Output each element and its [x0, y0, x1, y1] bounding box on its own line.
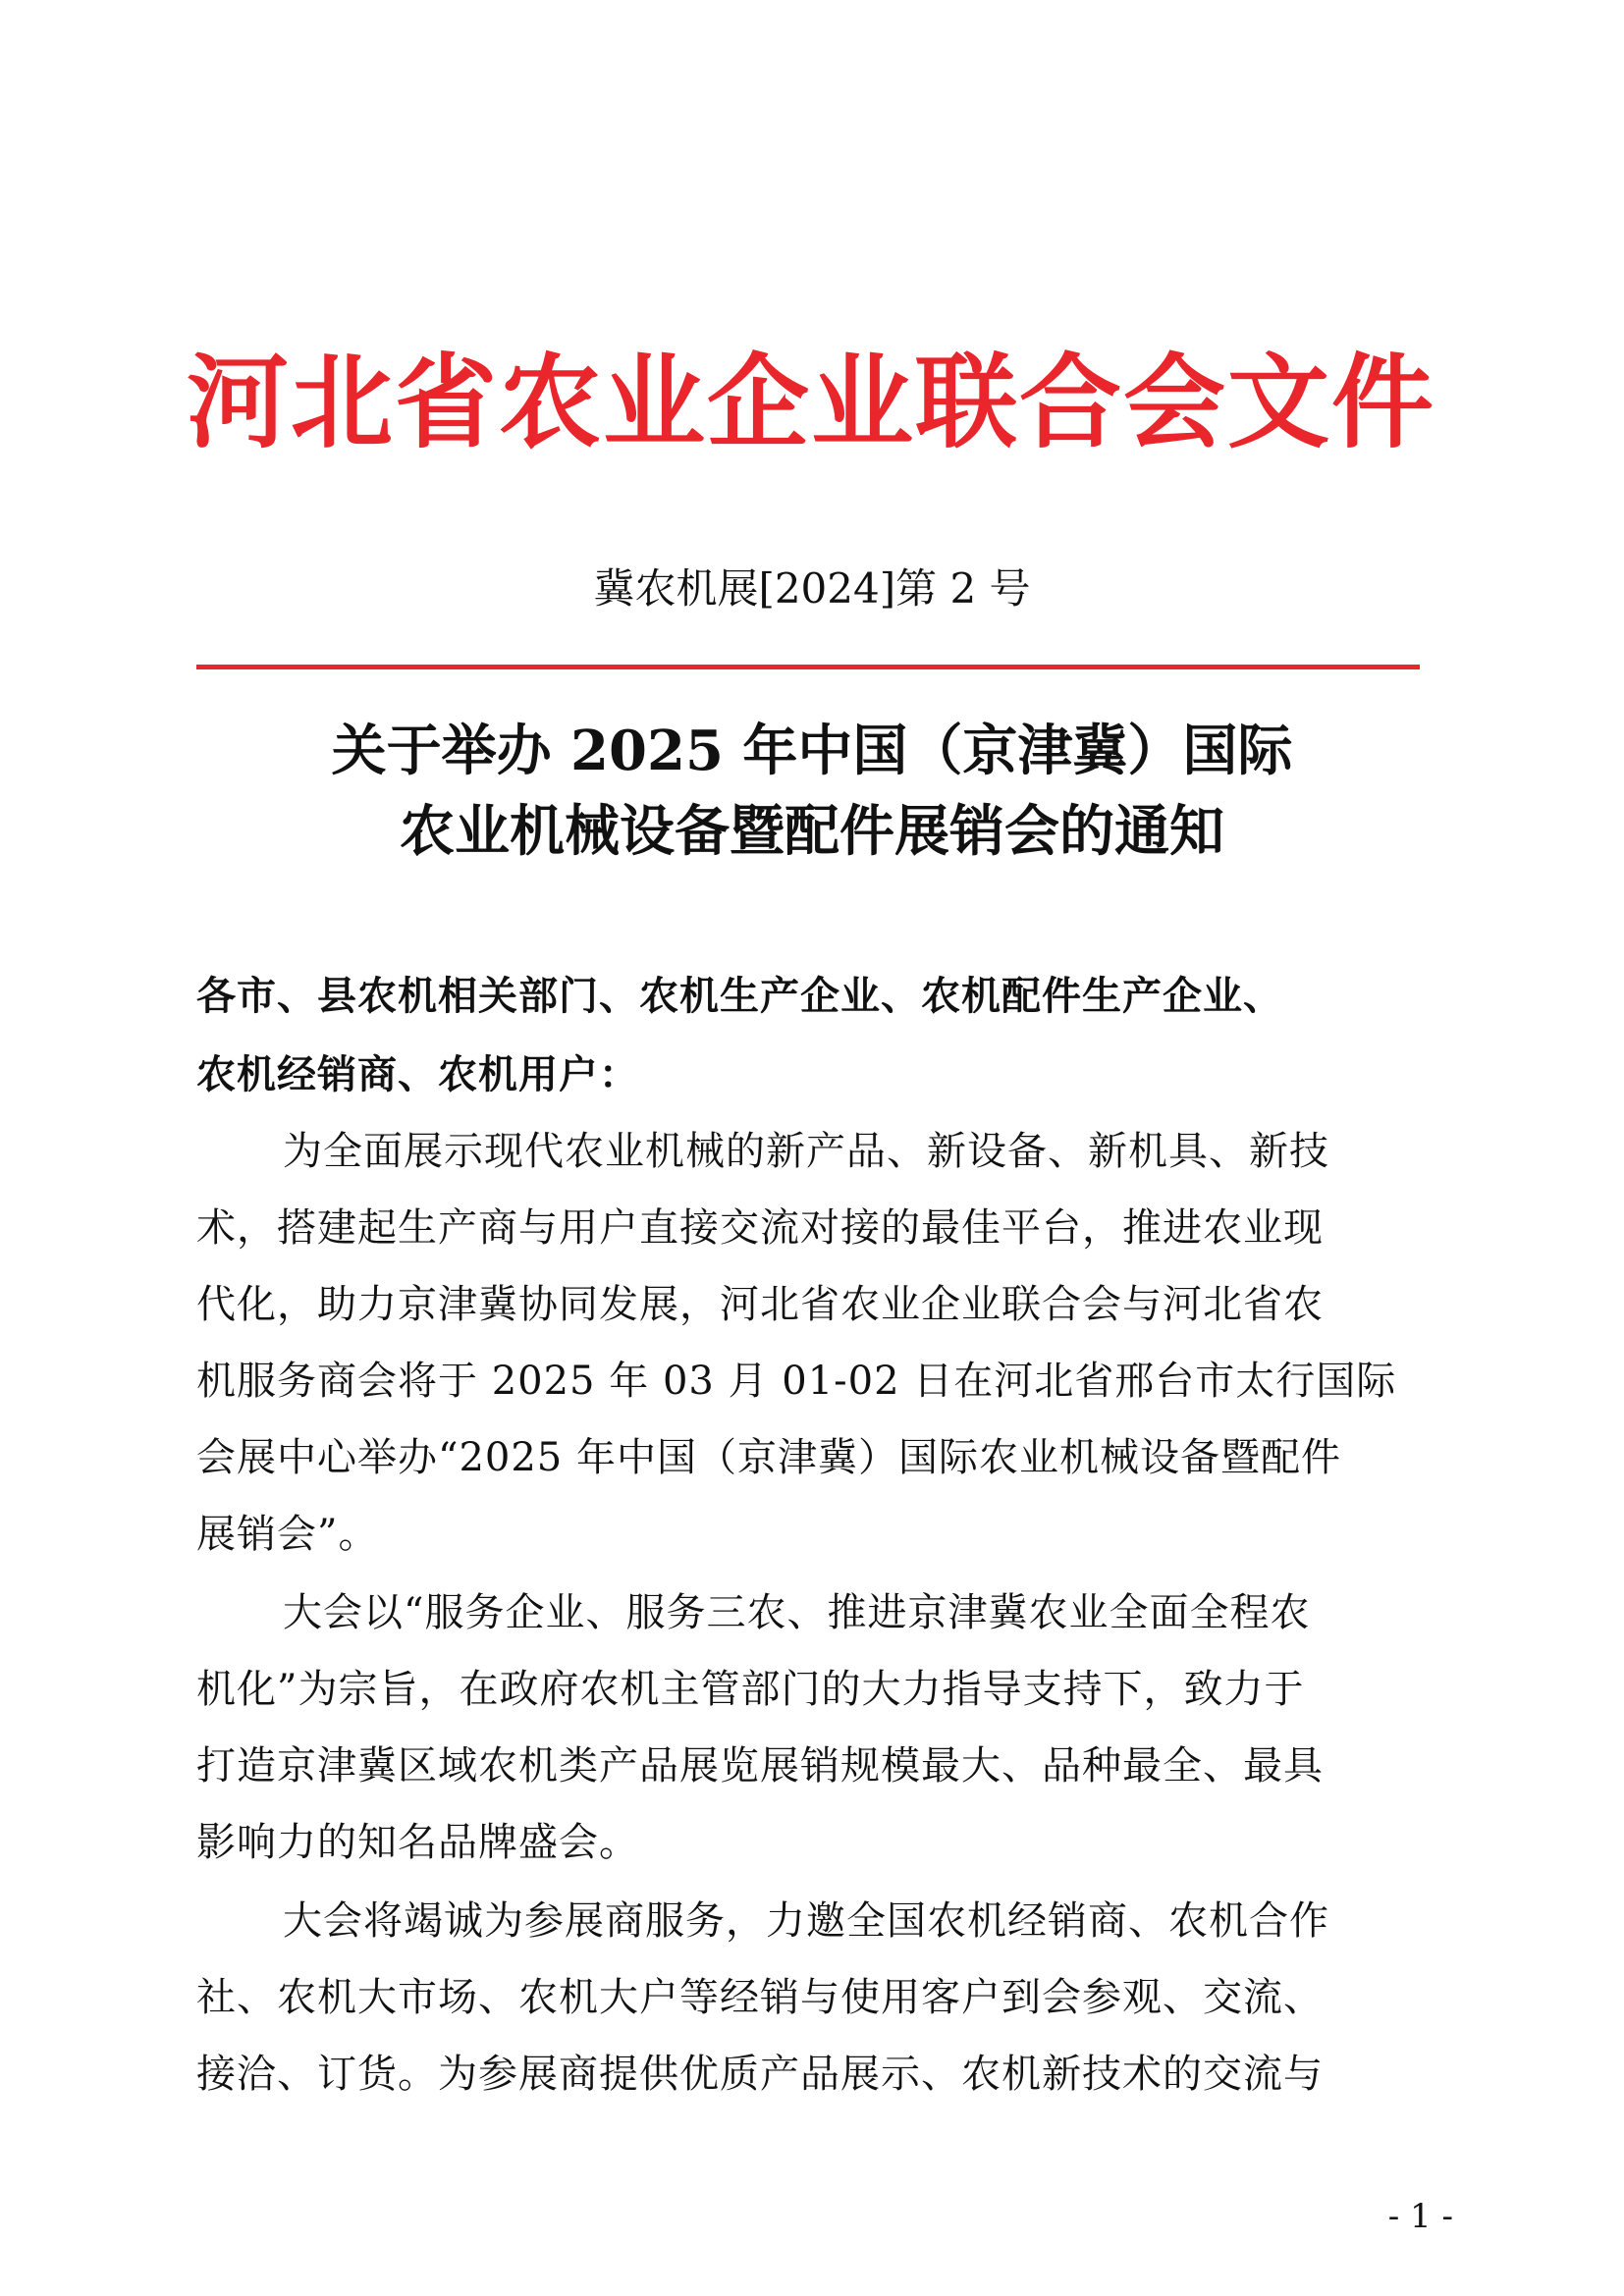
notice-title: [0, 711, 1624, 872]
body-paragraph-3: [196, 1883, 1434, 2112]
paragraph-line: 大会将竭诚为参展商服务，力邀全国农机经销商、农机合作: [283, 1898, 1329, 1944]
paragraph-line: 打造京津冀区域农机类产品展览展销规模最大、品种最全、最具: [196, 1743, 1324, 1789]
red-divider-line: [196, 665, 1420, 669]
document-number: 冀农机展[2024]第 2 号: [593, 564, 1031, 613]
body-paragraph-2: [196, 1575, 1434, 1881]
paragraph-line: 术，搭建起生产商与用户直接交流对接的最佳平台，推进农业现: [196, 1205, 1324, 1251]
organization-header: 河北省农业企业联合会文件: [187, 342, 1436, 462]
paragraph-line: 接洽、订货。为参展商提供优质产品展示、农机新技术的交流与: [196, 2052, 1324, 2097]
addressee-line-1: 各市、县农机相关部门、农机生产企业、农机配件生产企业、: [196, 973, 1283, 1019]
paragraph-line: 影响力的知名品牌盛会。: [196, 1820, 639, 1865]
body-paragraph-1: [196, 1113, 1434, 1573]
paragraph-line: 机化”为宗旨，在政府农机主管部门的大力指导支持下，致力于: [196, 1667, 1305, 1712]
page-number: - 1 -: [1387, 2197, 1453, 2236]
notice-title-line-2: 农业机械设备暨配件展销会的通知: [400, 799, 1224, 864]
paragraph-line: 代化，助力京津冀协同发展，河北省农业企业联合会与河北省农: [196, 1282, 1324, 1327]
paragraph-line: 机服务商会将于 2025 年 03 月 01-02 日在河北省邢台市太行国际: [196, 1359, 1397, 1404]
paragraph-line: 社、农机大市场、农机大户等经销与使用客户到会参观、交流、: [196, 1975, 1324, 2020]
paragraph-line: 为全面展示现代农业机械的新产品、新设备、新机具、新技: [283, 1129, 1329, 1174]
paragraph-line: 展销会”。: [196, 1512, 379, 1557]
addressee-block: [196, 957, 1434, 1114]
paragraph-line: 会展中心举办“2025 年中国（京津冀）国际农业机械设备暨配件: [196, 1435, 1341, 1480]
addressee-line-2: 农机经销商、农机用户：: [196, 1051, 639, 1097]
paragraph-line: 大会以“服务企业、服务三农、推进京津冀农业全面全程农: [283, 1590, 1311, 1635]
notice-title-line-1: 关于举办 2025 年中国（京津冀）国际: [331, 719, 1293, 783]
